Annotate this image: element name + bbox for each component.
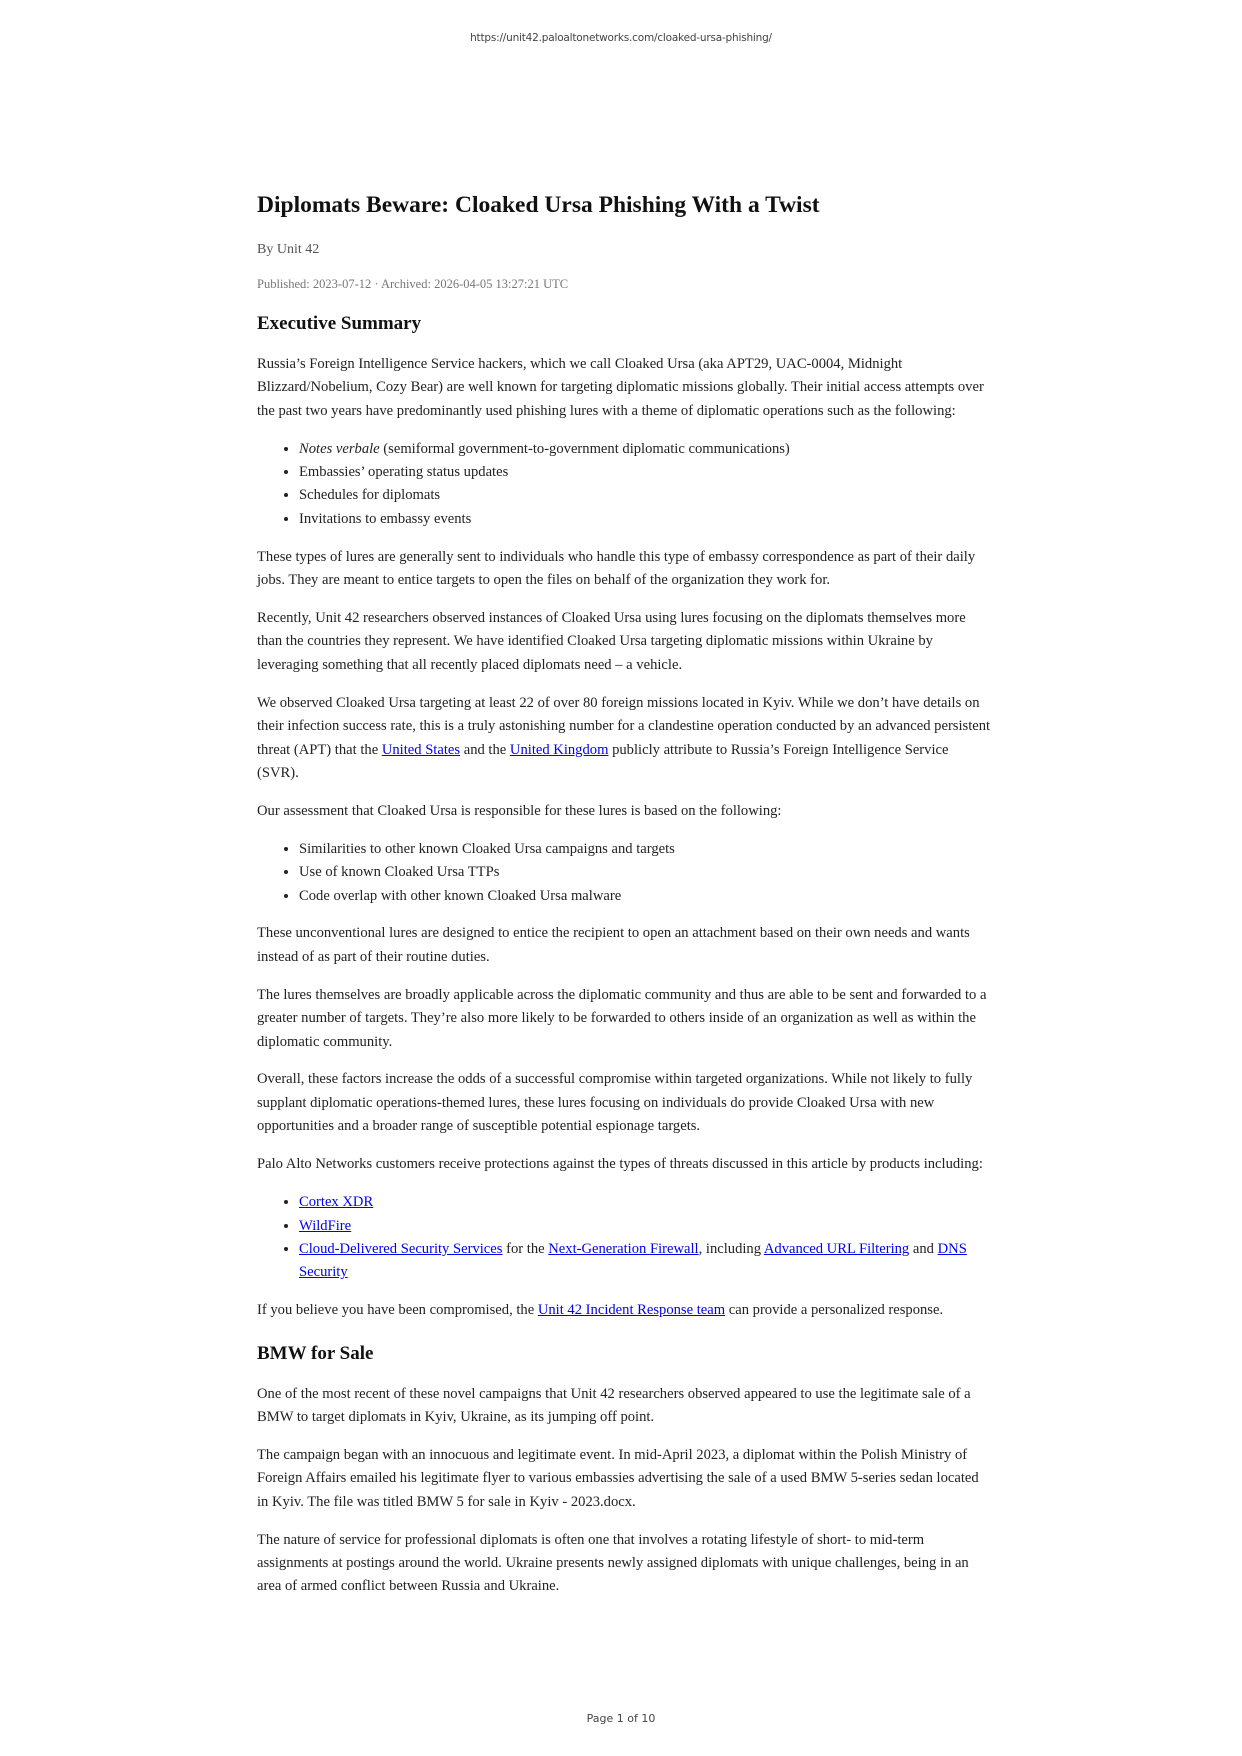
link-united-kingdom[interactable]: United Kingdom	[509, 741, 609, 758]
text: We observed Cloaked Ursa targeting at least 22 of over 80 foreign missions located in Kyiv. While we don’t have details on their infection success rate, this is a truly astonishing number for a clandestine operation conducted by an advanced persistent threat (APT) that the	[257, 694, 991, 758]
paragraph: Overall, these factors increase the odds of a successful compromise within targeted organizations. While not likely to fully supplant diplomatic operations-themed lures, these lures focusing on individuals do provide Cloaked Ursa with new opportunities and a broader range of susceptible potential espionage targets.	[257, 1071, 973, 1135]
paragraph: Russia’s Foreign Intelligence Service hackers, which we call Cloaked Ursa (aka APT29, UAC-0004, Midnight Blizzard/Nobelium, Cozy Bear) are well known for targeting diplomatic missions globally. Their initial access attempts over the past two years have predominantly used phishing lures with a theme of diplomatic operations such as the following:	[257, 355, 984, 419]
list-item: • Use of known Cloaked Ursa TTPs	[299, 861, 992, 884]
link-next-generation-firewall[interactable]: Next-Generation Firewall	[548, 1240, 699, 1257]
heading-executive-summary: Executive Summary	[257, 312, 422, 334]
list-item	[299, 1215, 992, 1238]
byline: By Unit 42	[257, 242, 320, 257]
paragraph: These unconventional lures are designed to entice the recipient to open an attachment based on their own needs and wants instead of as part of their routine duties.	[257, 925, 970, 965]
paragraph: The lures themselves are broadly applicable across the diplomatic community and thus are able to be sent and forwarded to a greater number of targets. They’re also more likely to be forwarded to others inside of an organization as well as within the diplomatic community.	[257, 986, 987, 1050]
text: and	[909, 1240, 938, 1257]
link-wildfire[interactable]: WildFire	[299, 1217, 352, 1234]
paragraph: One of the most recent of these novel campaigns that Unit 42 researchers observed appeared to use the legitimate sale of a BMW to target diplomats in Kyiv, Ukraine, as its jumping off point.	[257, 1385, 971, 1426]
paragraph	[257, 1299, 992, 1322]
paragraph: Palo Alto Networks customers receive protections against the types of threats discussed in this article by products including:	[257, 1156, 983, 1173]
page-number: Page 1 of 10	[586, 1712, 656, 1725]
list-item	[299, 1238, 992, 1285]
link-united-states[interactable]: United States	[381, 741, 461, 758]
paragraph	[257, 692, 992, 786]
paragraph: The campaign began with an innocuous and legitimate event. In mid-April 2023, a diplomat within the Polish Ministry of Foreign Affairs emailed his legitimate flyer to various embassies advertising the sale of a used BMW 5-series sedan located in Kyiv. The file was titled BMW 5 for sale in Kyiv - 2023.docx.	[257, 1446, 979, 1510]
emphasis: Notes verbale	[299, 440, 380, 457]
text: publicly attribute to Russia’s Foreign Intelligence Service (SVR).	[257, 741, 949, 781]
paragraph: Recently, Unit 42 researchers observed instances of Cloaked Ursa using lures focusing on the diplomats themselves more than the countries they represent. We have identified Cloaked Ursa targeting diplomatic missions within Ukraine by leveraging something that all recently placed diplomats need – a vehicle.	[257, 609, 966, 673]
publish-meta: Published: 2023-07-12 · Archived: 2026-04-05 13:27:21 UTC	[257, 277, 569, 292]
link-incident-response[interactable]: Unit 42 Incident Response team	[537, 1302, 726, 1319]
text: and the	[460, 741, 510, 758]
text: (semiformal government-to-government diplomatic communications)	[379, 440, 790, 457]
assessment-list	[257, 838, 992, 908]
text: for the	[502, 1240, 549, 1257]
article-title: Diplomats Beware: Cloaked Ursa Phishing With a Twist	[257, 192, 820, 218]
page-url: https://unit42.paloaltonetworks.com/cloaked-ursa-phishing/	[470, 32, 772, 44]
lure-themes-list	[257, 438, 992, 532]
list-item: • Embassies’ operating status updates	[299, 461, 992, 484]
link-dns-security[interactable]: DNS Security	[299, 1240, 967, 1281]
paragraph: Our assessment that Cloaked Ursa is responsible for these lures is based on the following:	[257, 802, 782, 819]
list-item: • Schedules for diplomats	[299, 484, 992, 507]
link-cortex-xdr[interactable]: Cortex XDR	[299, 1194, 374, 1211]
text: If you believe you have been compromised, the	[257, 1302, 538, 1319]
article	[257, 190, 992, 1613]
text: can provide a personalized response.	[725, 1302, 944, 1319]
products-list	[257, 1191, 992, 1285]
list-item: • Similarities to other known Cloaked Ursa campaigns and targets	[299, 838, 992, 861]
link-cloud-delivered-security-services[interactable]: Cloud-Delivered Security Services	[299, 1240, 503, 1257]
paragraph: The nature of service for professional diplomats is often one that involves a rotating lifestyle of short- to mid-term assignments at postings around the world. Ukraine presents newly assigned diplomats with unique challenges, being in an area of armed conflict between Russia and Ukraine.	[257, 1531, 969, 1595]
text: , including	[698, 1240, 764, 1257]
list-item	[299, 438, 992, 461]
paragraph: These types of lures are generally sent to individuals who handle this type of embassy correspondence as part of their daily jobs. They are meant to entice targets to open the files on behalf of the organization they work for.	[257, 548, 976, 589]
list-item	[299, 1191, 992, 1214]
list-item: • Invitations to embassy events	[299, 508, 992, 531]
list-item: • Code overlap with other known Cloaked Ursa malware	[299, 885, 992, 908]
link-advanced-url-filtering[interactable]: Advanced URL Filtering	[763, 1240, 910, 1257]
heading-bmw-for-sale: BMW for Sale	[257, 1342, 374, 1364]
